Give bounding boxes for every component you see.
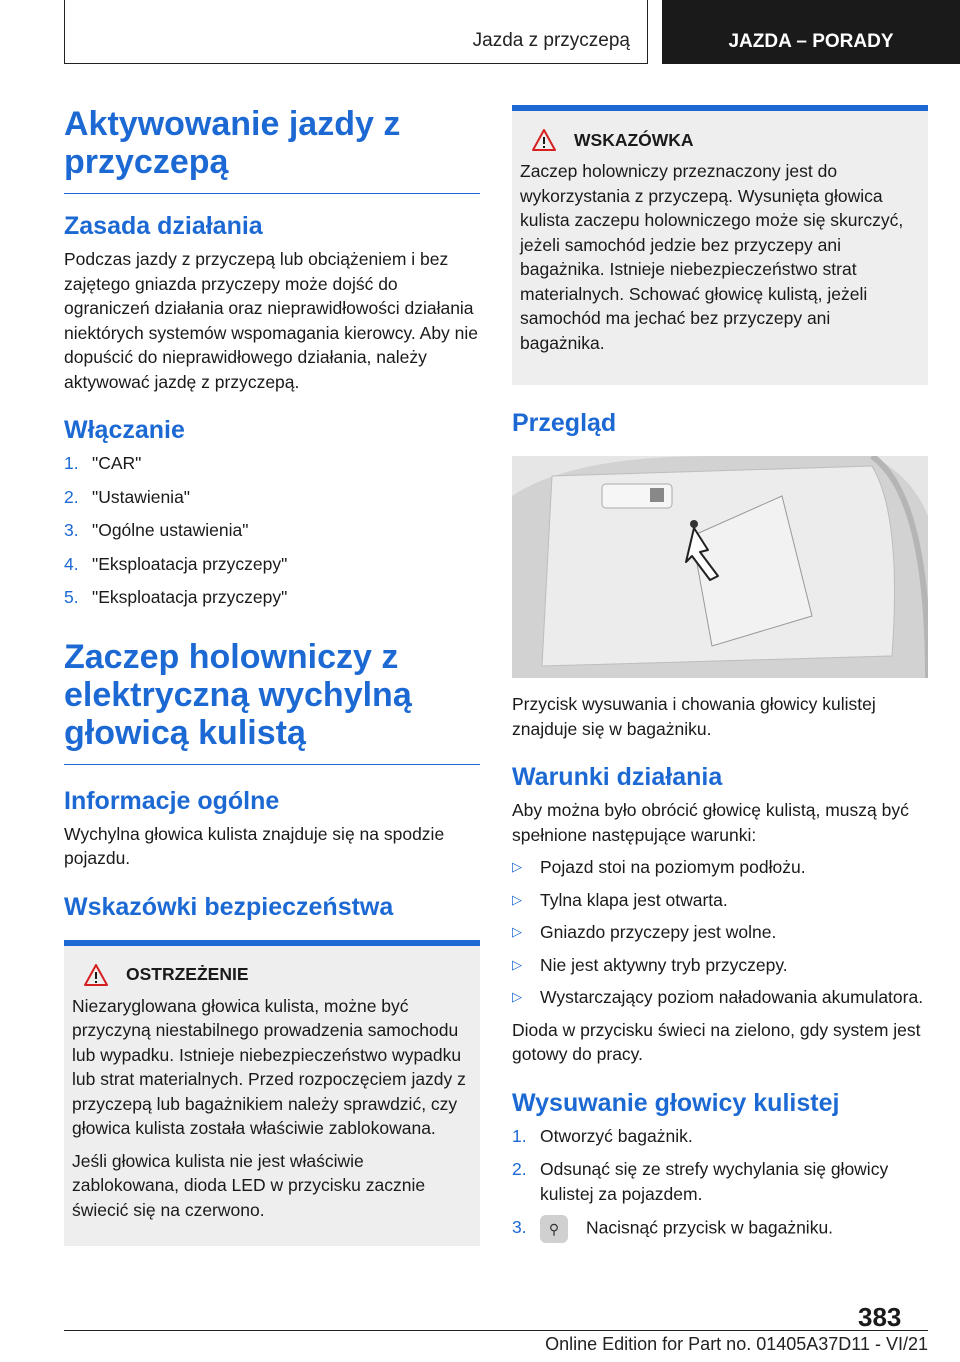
section-title-trailer-mode: Aktywowanie jazdy z przyczepą <box>64 105 401 181</box>
page-number: 383 <box>858 1302 902 1332</box>
notice-box <box>512 105 928 385</box>
principle-text: Podczas jazdy z przyczepą lub obciążeniem i bez zajętego gniazda przyczepy może dojść do ograniczeń działania oraz nieprawidłowości działania niektórych systemów wspomagania kierowcy. Aby nie dopuścić do nieprawidłowego działania, należy aktywować jazdę z przyczepą. <box>64 249 479 392</box>
warning-text-1: Niezaryglowana głowica kulista, możne być przyczyną niestabilnego prowadzenia samochodu lub wypadku. Istnieje niebezpieczeństwo wypadku lub strat materialnych. Przed rozpoczęciem jazdy z przyczepą lub bagażnikiem należy sprawdzić, czy głowica kulista została właściwie zablokowana. <box>72 995 466 1138</box>
header-section-title: Jazda z przyczepą <box>472 30 630 51</box>
bullet-triangle-icon: ▷ <box>512 989 522 1004</box>
list-item: 2. Odsunąć się ze strefy wychylania się głowicy kulistej za pojazdem. <box>512 1159 889 1204</box>
extend-steps <box>512 1124 928 1244</box>
overview-heading: Przegląd <box>512 409 617 437</box>
list-item: 2. "Ustawienia" <box>64 486 191 507</box>
list-item: 3. "Ogólne ustawienia" <box>64 520 249 540</box>
warning-label: OSTRZEŻENIE <box>126 964 249 984</box>
list-item: ▷ Nie jest aktywny tryb przyczepy. <box>512 953 928 978</box>
tow-hitch-button-icon: ⚲ <box>540 1215 568 1243</box>
conditions-list <box>512 855 928 1010</box>
principle-heading: Zasada działania <box>64 212 263 240</box>
title-rule <box>64 764 480 765</box>
notice-label: WSKAZÓWKA <box>574 129 694 150</box>
safety-heading: Wskazówki bezpieczeństwa <box>64 892 394 921</box>
bullet-triangle-icon: ▷ <box>512 859 522 874</box>
conditions-intro: Aby można było obrócić głowicę kulistą, muszą być spełnione następujące warunki: <box>512 800 909 845</box>
section-title-tow-hitch: Zaczep holowniczy z elektryczną wychylną głowicą kulistą <box>64 637 412 752</box>
conditions-heading: Warunki działania <box>512 763 723 791</box>
list-item: ▷ Tylna klapa jest otwarta. <box>512 888 928 913</box>
bullet-triangle-icon: ▷ <box>512 956 522 972</box>
warning-box <box>64 940 480 1247</box>
footer-edition: Online Edition for Part no. 01405A37D11 - VI/21 <box>545 1334 928 1354</box>
general-info-text: Wychylna głowica kulista znajduje się na spodzie pojazdu. <box>64 823 445 868</box>
trunk-illustration <box>512 456 928 678</box>
list-item: ▷ Wystarczający poziom naładowania akumulatora. <box>512 985 928 1010</box>
warning-triangle-icon <box>532 129 556 151</box>
list-item: 1. "CAR" <box>64 453 142 473</box>
list-item: 3. ⚲ Nacisnąć przycisk w bagażniku. <box>512 1215 928 1243</box>
right-column <box>512 105 928 1252</box>
conditions-note: Dioda w przycisku świeci na zielono, gdy system jest gotowy do pracy. <box>512 1019 921 1064</box>
list-item: ▷ Pojazd stoi na poziomym podłożu. <box>512 855 928 880</box>
enable-heading: Włączanie <box>64 416 185 444</box>
header-chapter-tab[interactable] <box>662 0 960 64</box>
header-chapter-label: JAZDA – PORADY <box>728 31 894 52</box>
trunk-button-photo <box>512 456 928 678</box>
title-rule <box>64 193 480 194</box>
general-info-heading: Informacje ogólne <box>64 786 280 815</box>
warning-text-2: Jeśli głowica kulista nie jest właściwie zablokowana, dioda LED w przycisku zacznie świecić się na czerwono. <box>72 1150 426 1220</box>
list-item: 4. "Eksploatacja przyczepy" <box>64 553 288 574</box>
list-item: ▷ Gniazdo przyczepy jest wolne. <box>512 920 928 945</box>
bullet-triangle-icon: ▷ <box>512 924 522 939</box>
bullet-triangle-icon: ▷ <box>512 891 522 907</box>
extend-heading: Wysuwanie głowicy kulistej <box>512 1088 840 1117</box>
list-item: 1. Otworzyć bagażnik. <box>512 1125 693 1146</box>
footer-rule <box>64 1330 928 1331</box>
notice-text: Zaczep holowniczy przeznaczony jest do wykorzystania z przyczepą. Wysunięta głowica kulista zaczepu holowniczego może się skurczyć, jeżeli samochód jedzie bez przyczepy ani bagażnika. Istnieje niebezpieczeństwo strat materialnych. Schować głowicę kulistą, jeżeli samochód ma jechać bez przyczepy ani bagażnika. <box>520 161 904 353</box>
enable-steps <box>64 451 480 610</box>
warning-triangle-icon <box>84 964 108 986</box>
list-item: 5. "Eksploatacja przyczepy" <box>64 587 288 607</box>
left-column <box>64 105 480 1246</box>
photo-caption: Przycisk wysuwania i chowania głowicy kulistej znajduje się w bagażniku. <box>512 694 876 739</box>
